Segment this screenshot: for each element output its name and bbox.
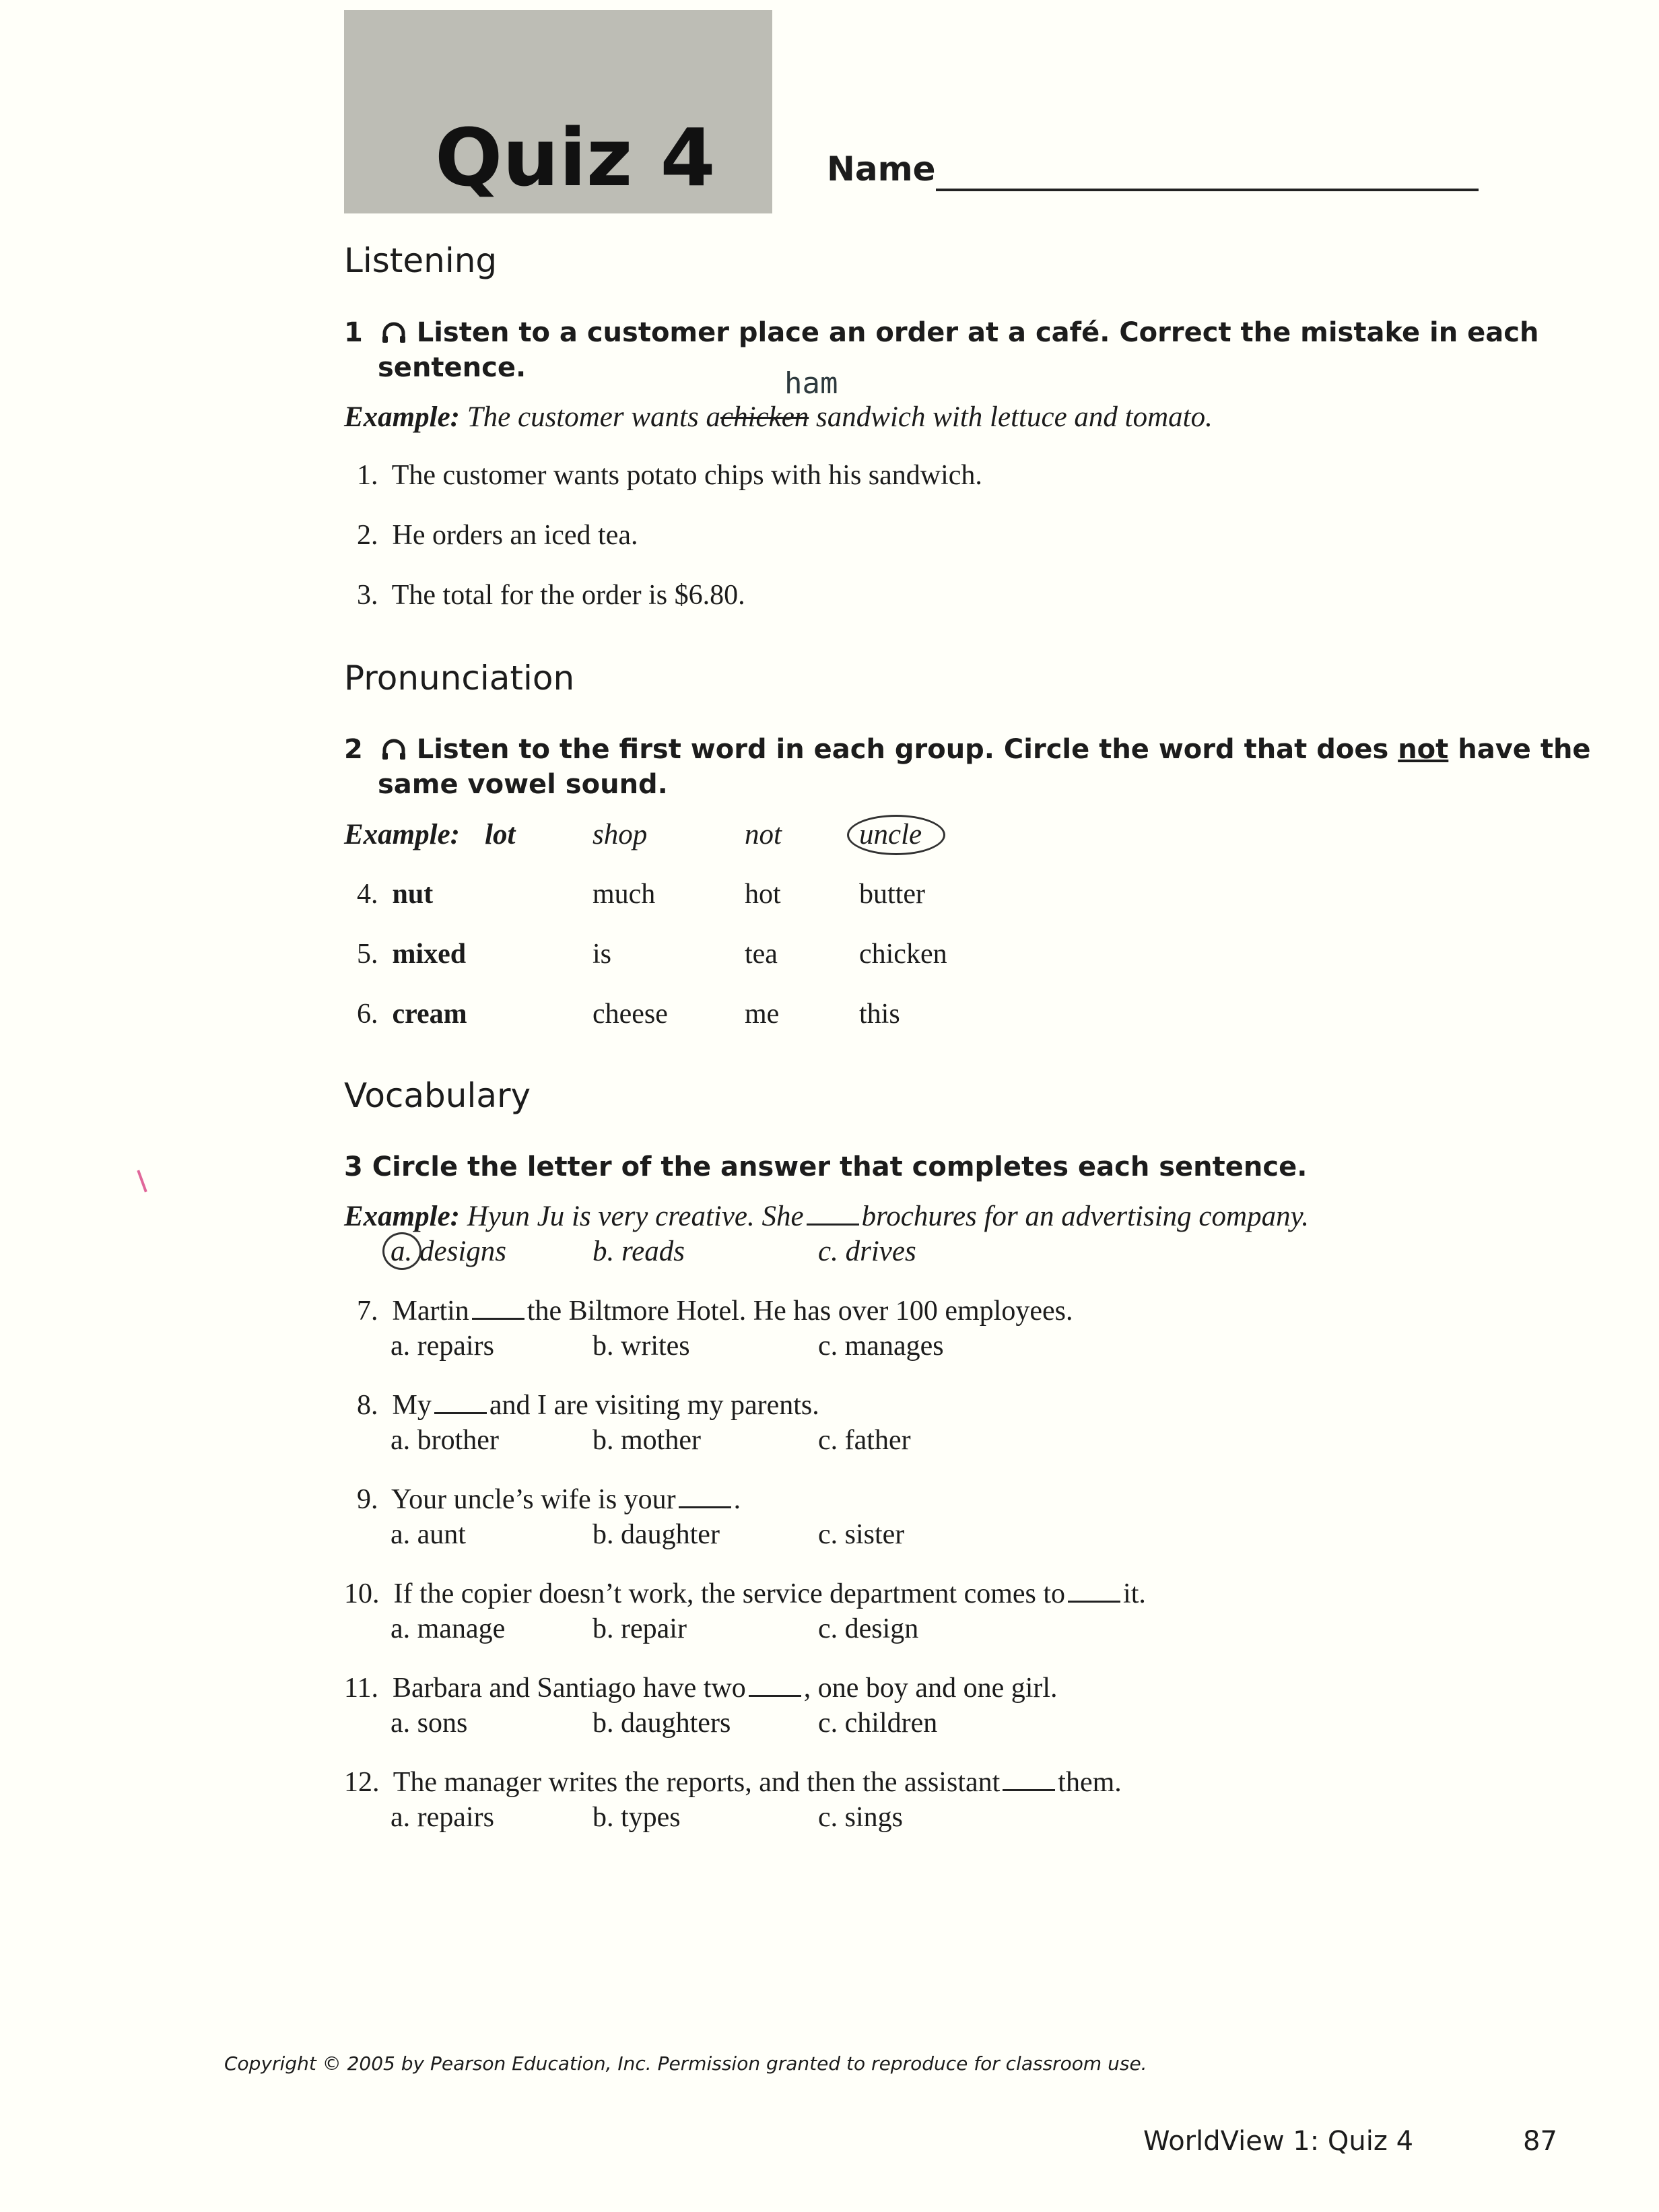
question: 9. Your uncle’s wife is your .: [357, 1484, 741, 1515]
question-number: 2: [344, 734, 363, 765]
headphones-icon: [380, 320, 407, 349]
headphones-icon: [380, 737, 407, 766]
word-option[interactable]: cheese: [592, 999, 668, 1030]
quiz-title: Quiz 4: [435, 111, 716, 204]
listening-example: [344, 403, 1213, 432]
section-heading-pronunciation: Pronunciation: [344, 659, 575, 698]
example-circled-word: uncle: [859, 819, 922, 850]
question: 12. The manager writes the reports, and then the assistant them.: [344, 1767, 1122, 1798]
word-option[interactable]: much: [592, 879, 656, 910]
blank: [679, 1486, 731, 1508]
example-option-a: a. designs: [391, 1236, 506, 1267]
question: 11. Barbara and Santiago have two , one boy and one girl.: [344, 1673, 1058, 1704]
struck-word: chicken: [720, 401, 809, 433]
blank: [1068, 1580, 1120, 1603]
question-number: 1: [344, 317, 363, 348]
answer-option[interactable]: c. children: [818, 1708, 938, 1739]
question-number: 3: [344, 1151, 363, 1182]
section-heading-vocabulary: Vocabulary: [344, 1076, 531, 1115]
answer-option[interactable]: a. manage: [391, 1613, 506, 1644]
vocabulary-example: Example: Hyun Ju is very creative. She brochures for an advertising company.: [344, 1201, 1310, 1232]
table-row: 5. mixed: [357, 939, 467, 970]
answer-option[interactable]: c. design: [818, 1613, 919, 1644]
instruction-text-line2: sentence.: [378, 352, 527, 383]
answer-option[interactable]: c. manages: [818, 1331, 944, 1362]
blank: [1003, 1769, 1055, 1791]
name-field-line[interactable]: [936, 189, 1479, 191]
example-word: shop: [592, 819, 648, 850]
example-option-c: c. drives: [818, 1236, 916, 1267]
example-label: Example:: [344, 1201, 460, 1232]
table-row: 4. nut: [357, 879, 434, 910]
answer-option[interactable]: b. mother: [592, 1425, 701, 1456]
example-word: not: [745, 819, 782, 850]
instruction-text: Listen to a customer place an order at a café. Correct the mistake in each: [416, 317, 1539, 348]
list-item: 3. The total for the order is $6.80.: [357, 580, 745, 611]
answer-option[interactable]: c. sings: [818, 1802, 903, 1833]
blank: [472, 1298, 524, 1320]
word-option[interactable]: butter: [859, 879, 925, 910]
page-number: 87: [1523, 2126, 1557, 2157]
copyright-notice: Copyright © 2005 by Pearson Education, Inc. Permission granted to reproduce for classroom use.: [224, 2052, 1147, 2075]
answer-circle: [382, 1232, 421, 1270]
example-option-b: b. reads: [592, 1236, 685, 1267]
answer-circle: [847, 815, 945, 855]
word-option[interactable]: tea: [745, 939, 778, 970]
instruction-text-line2: same vowel sound.: [378, 769, 668, 800]
list-item: 2. He orders an iced tea.: [357, 520, 638, 551]
word-option[interactable]: chicken: [859, 939, 947, 970]
listening-instruction: [344, 319, 1538, 349]
answer-option[interactable]: b. writes: [592, 1331, 690, 1362]
underlined-word: not: [1398, 734, 1449, 765]
word-option[interactable]: hot: [745, 879, 781, 910]
example-text-after: sandwich with lettuce and tomato.: [816, 401, 1213, 433]
answer-option[interactable]: a. sons: [391, 1708, 468, 1739]
answer-option[interactable]: a. repairs: [391, 1331, 494, 1362]
table-row: 6. cream: [357, 999, 467, 1030]
blank: [434, 1392, 487, 1414]
word-option[interactable]: me: [745, 999, 780, 1030]
vocabulary-instruction: 3 Circle the letter of the answer that completes each sentence.: [344, 1151, 1308, 1182]
book-title: WorldView 1: Quiz 4: [1143, 2126, 1414, 2157]
word-option[interactable]: is: [592, 939, 612, 970]
list-item: 1. The customer wants potato chips with his sandwich.: [357, 460, 982, 491]
blank: [807, 1203, 859, 1226]
pronunciation-instruction: 2 Listen to the first word in each group. Circle the word that does not have the: [344, 734, 1591, 765]
question: 7. Martin the Biltmore Hotel. He has over 100 employees.: [357, 1296, 1073, 1327]
pen-mark: [137, 1170, 147, 1192]
section-heading-listening: Listening: [344, 241, 498, 280]
answer-option[interactable]: b. repair: [592, 1613, 687, 1644]
answer-option[interactable]: c. father: [818, 1425, 911, 1456]
answer-option[interactable]: a. aunt: [391, 1519, 466, 1550]
word-option[interactable]: this: [859, 999, 900, 1030]
answer-option[interactable]: a. repairs: [391, 1802, 494, 1833]
example-text-before: The customer wants a: [467, 401, 720, 433]
answer-option[interactable]: b. types: [592, 1802, 681, 1833]
answer-option[interactable]: b. daughter: [592, 1519, 720, 1550]
blank: [749, 1675, 801, 1697]
question: 8. My and I are visiting my parents.: [357, 1390, 819, 1421]
question: 10. If the copier doesn’t work, the service department comes to it.: [344, 1578, 1146, 1609]
title-box: [344, 10, 772, 213]
name-label: Name: [827, 149, 936, 189]
answer-option[interactable]: a. brother: [391, 1425, 499, 1456]
example-label: Example:: [344, 819, 460, 850]
answer-option[interactable]: c. sister: [818, 1519, 905, 1550]
answer-option[interactable]: b. daughters: [592, 1708, 731, 1739]
handwritten-correction: ham: [784, 366, 838, 401]
example-label: Example:: [344, 401, 460, 433]
example-key-word: lot: [485, 819, 516, 850]
